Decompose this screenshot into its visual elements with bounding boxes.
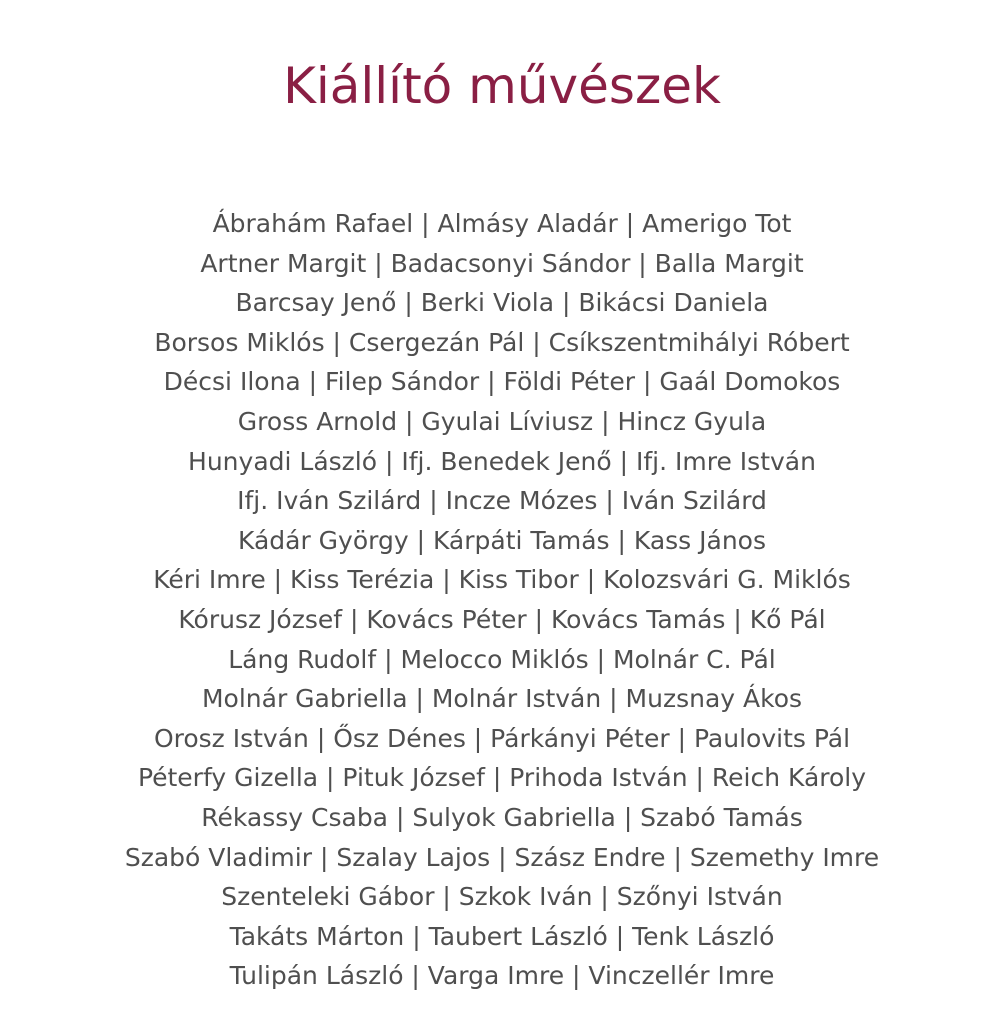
artist-line: Láng Rudolf | Melocco Miklós | Molnár C. Pál xyxy=(228,644,776,674)
artist-line: Kórusz József | Kovács Péter | Kovács Tamás | Kő Pál xyxy=(178,604,826,634)
artist-line: Rékassy Csaba | Sulyok Gabriella | Szabó Tamás xyxy=(201,802,803,832)
artist-line: Décsi Ilona | Filep Sándor | Földi Péter | Gaál Domokos xyxy=(163,367,841,397)
artist-line: Barcsay Jenő | Berki Viola | Bikácsi Daniela xyxy=(235,288,769,318)
artist-line: Szenteleki Gábor | Szkok Iván | Szőnyi István xyxy=(221,882,783,912)
artist-line: Orosz István | Ősz Dénes | Párkányi Péter | Paulovits Pál xyxy=(153,723,851,753)
artist-line: Kéri Imre | Kiss Terézia | Kiss Tibor | Kolozsvári G. Miklós xyxy=(153,565,851,595)
artist-line: Kádár György | Kárpáti Tamás | Kass János xyxy=(237,525,766,555)
artist-line: Gross Arnold | Gyulai Líviusz | Hincz Gyula xyxy=(237,406,767,436)
artist-line: Molnár Gabriella | Molnár István | Muzsnay Ákos xyxy=(201,684,803,714)
artist-line: Tulipán László | Varga Imre | Vinczellér Imre xyxy=(229,961,775,991)
artist-line: Hunyadi László | Ifj. Benedek Jenő | Ifj. Imre István xyxy=(188,446,816,476)
artist-line: Borsos Miklós | Csergezán Pál | Csíkszentmihályi Róbert xyxy=(154,327,850,357)
artist-line: Takáts Márton | Taubert László | Tenk László xyxy=(229,921,775,951)
artist-line: Ábrahám Rafael | Almásy Aladár | Amerigo Tot xyxy=(212,209,792,238)
artist-line: Szabó Vladimir | Szalay Lajos | Szász Endre | Szemethy Imre xyxy=(124,842,880,872)
page-title: Kiállító művészek xyxy=(283,57,721,115)
artist-line: Péterfy Gizella | Pituk József | Prihoda István | Reich Károly xyxy=(137,763,867,793)
artist-line: Ifj. Iván Szilárd | Incze Mózes | Iván Szilárd xyxy=(237,486,767,516)
artist-line: Artner Margit | Badacsonyi Sándor | Balla Margit xyxy=(200,248,804,278)
artist-list xyxy=(0,204,1004,996)
